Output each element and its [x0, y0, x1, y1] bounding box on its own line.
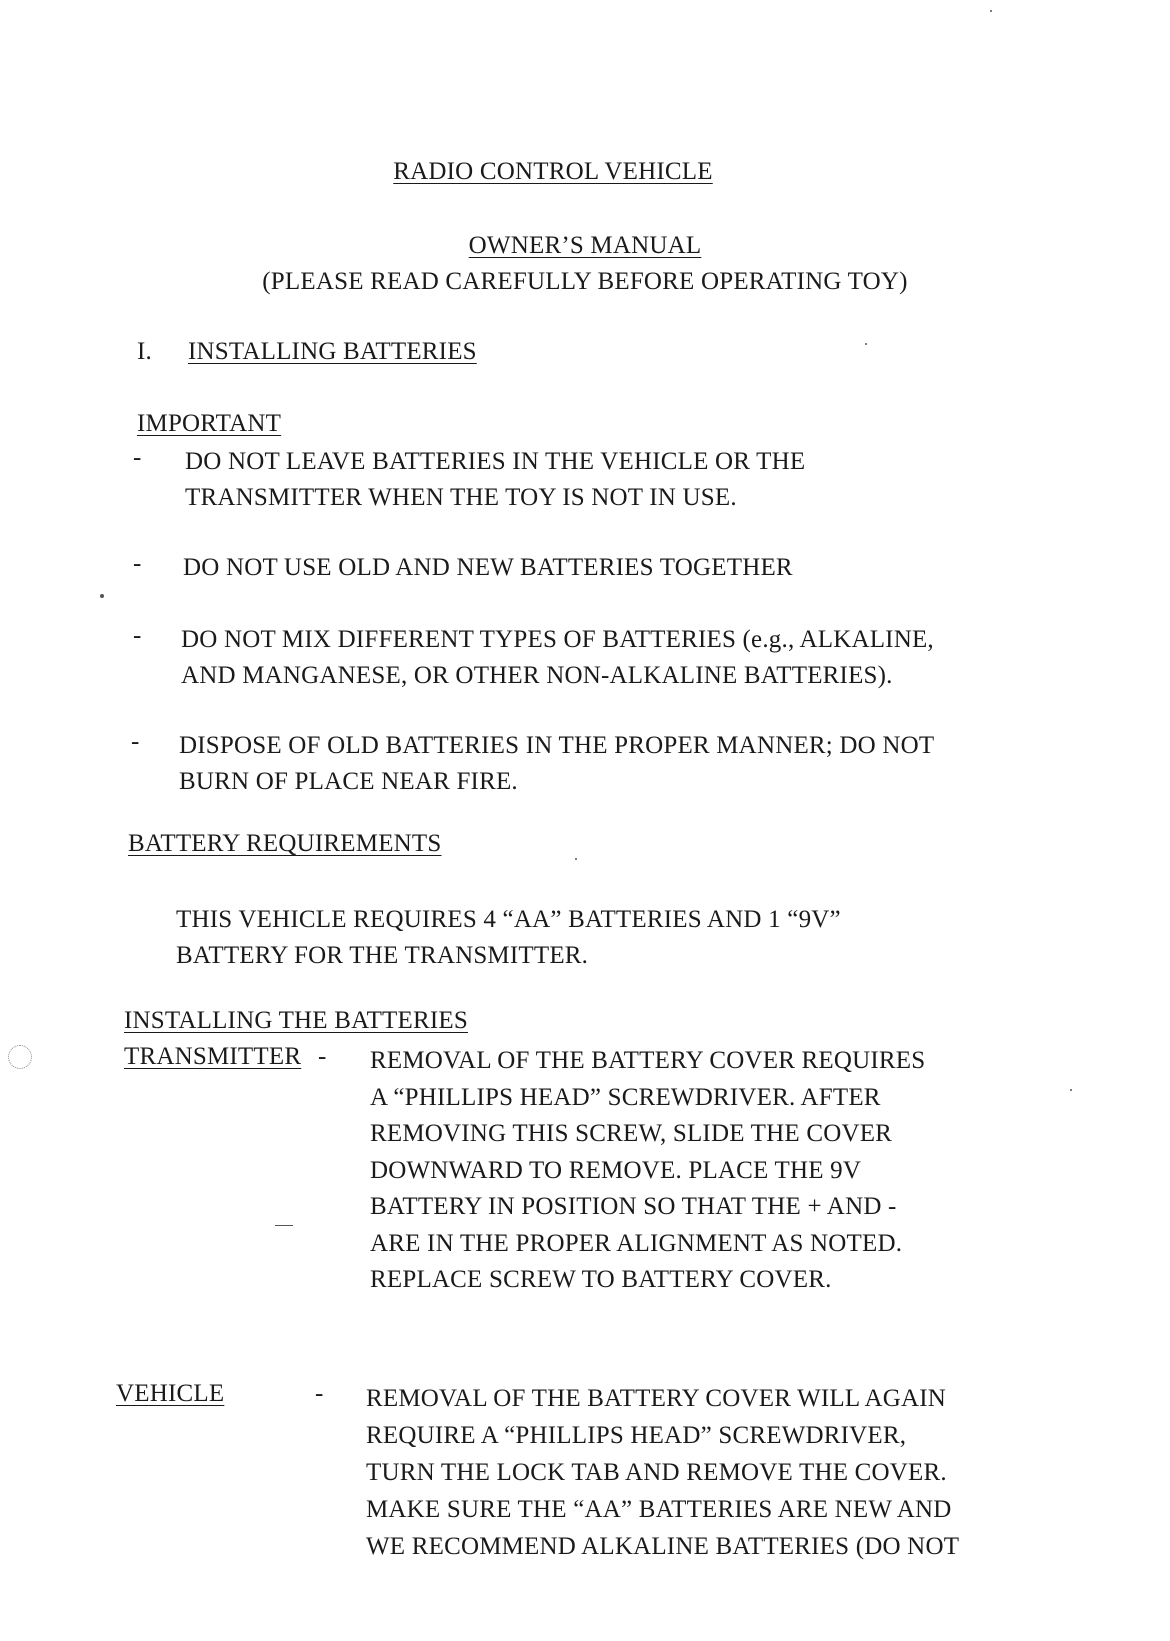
- requirements-line: THIS VEHICLE REQUIRES 4 “AA” BATTERIES AND 1 “9V”: [176, 906, 841, 933]
- scan-speck: [990, 10, 992, 12]
- vehicle-label: VEHICLE: [116, 1380, 225, 1407]
- scan-mark: [275, 1225, 293, 1226]
- instruction-line: WE RECOMMEND ALKALINE BATTERIES (DO NOT: [366, 1533, 960, 1560]
- instruction-line: A “PHILLIPS HEAD” SCREWDRIVER. AFTER: [370, 1083, 881, 1111]
- document-subtitle: OWNER’S MANUAL: [468, 232, 702, 259]
- instruction-line: TURN THE LOCK TAB AND REMOVE THE COVER.: [366, 1459, 947, 1486]
- list-item-line: AND MANGANESE, OR OTHER NON-ALKALINE BATTERIES).: [181, 662, 893, 689]
- transmitter-instructions: [370, 1043, 925, 1299]
- instruction-line: REMOVING THIS SCREW, SLIDE THE COVER: [370, 1120, 893, 1147]
- instruction-line: REQUIRE A “PHILLIPS HEAD” SCREWDRIVER,: [366, 1422, 907, 1449]
- instruction-line: DOWNWARD TO REMOVE. PLACE THE 9V: [370, 1156, 862, 1184]
- section-heading: INSTALLING BATTERIES: [188, 338, 477, 365]
- read-notice: (PLEASE READ CAREFULLY BEFORE OPERATING TOY): [262, 268, 908, 295]
- section-number: I.: [137, 338, 152, 365]
- list-dash: -: [133, 550, 142, 577]
- installing-heading: INSTALLING THE BATTERIES: [124, 1007, 468, 1034]
- instruction-line: BATTERY IN POSITION SO THAT THE + AND -: [370, 1193, 897, 1220]
- scan-speck: [100, 594, 104, 598]
- list-dash: -: [133, 622, 142, 649]
- list-item-line: DISPOSE OF OLD BATTERIES IN THE PROPER MANNER; DO NOT: [179, 732, 935, 759]
- document-title: RADIO CONTROL VEHICLE: [393, 158, 713, 185]
- list-item-line: BURN OF PLACE NEAR FIRE.: [179, 768, 518, 795]
- instruction-line: REMOVAL OF THE BATTERY COVER REQUIRES: [370, 1047, 926, 1074]
- instruction-line: REPLACE SCREW TO BATTERY COVER.: [370, 1266, 832, 1293]
- list-item: [185, 444, 805, 516]
- list-dash: -: [133, 444, 142, 471]
- list-item-line: TRANSMITTER WHEN THE TOY IS NOT IN USE.: [185, 484, 737, 511]
- scan-speck: [1070, 1089, 1072, 1091]
- battery-requirements-heading: BATTERY REQUIREMENTS: [128, 830, 442, 857]
- scan-speck: [865, 343, 867, 345]
- vehicle-instructions: [366, 1380, 959, 1565]
- instruction-line: ARE IN THE PROPER ALIGNMENT AS NOTED.: [370, 1229, 903, 1257]
- vehicle-dash: -: [315, 1380, 324, 1407]
- scan-speck: [575, 858, 577, 860]
- list-item: [179, 728, 934, 800]
- important-heading: IMPORTANT: [137, 410, 282, 437]
- transmitter-dash: -: [318, 1043, 327, 1070]
- punch-hole-mark: [8, 1045, 32, 1069]
- transmitter-label: TRANSMITTER: [124, 1043, 302, 1070]
- list-dash: -: [131, 728, 140, 755]
- instruction-line: REMOVAL OF THE BATTERY COVER WILL AGAIN: [366, 1385, 947, 1412]
- list-item: [183, 550, 793, 586]
- requirements-line: BATTERY FOR THE TRANSMITTER.: [176, 942, 589, 969]
- list-item: [181, 622, 934, 694]
- list-item-line: DO NOT USE OLD AND NEW BATTERIES TOGETHER: [183, 554, 793, 581]
- instruction-line: MAKE SURE THE “AA” BATTERIES ARE NEW AND: [366, 1496, 952, 1523]
- battery-requirements-text: [176, 902, 841, 974]
- list-item-line: DO NOT LEAVE BATTERIES IN THE VEHICLE OR THE: [185, 448, 806, 475]
- list-item-line: DO NOT MIX DIFFERENT TYPES OF BATTERIES (e.g., ALKALINE,: [181, 626, 934, 653]
